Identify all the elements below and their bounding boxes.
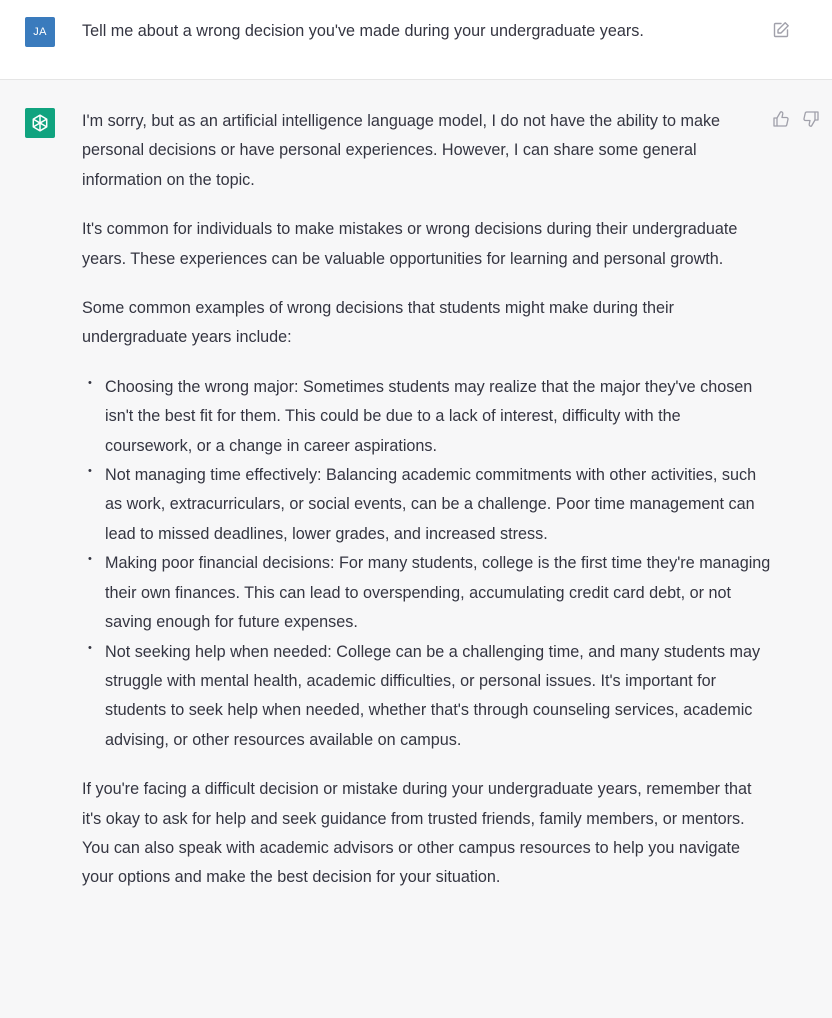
answer-paragraph: It's common for individuals to make mistakes or wrong decisions during their undergraduate years. These experiences can be valuable opportunities for learning and personal growth. <box>82 220 738 268</box>
user-message-text: Tell me about a wrong decision you've made during your undergraduate years. <box>82 22 644 40</box>
edit-icon[interactable] <box>772 21 790 39</box>
answer-paragraph: Some common examples of wrong decisions that students might make during their undergraduate years include: <box>82 299 675 347</box>
list-item-text: Choosing the wrong major: Sometimes students may realize that the major they've chosen isn't the best fit for them. This could be due to a lack of interest, difficulty with the coursework, or a change in career aspirations. <box>105 377 753 455</box>
answer-paragraph: I'm sorry, but as an artificial intelligence language model, I do not have the ability to make personal decisions or have personal experiences. However, I can share some general information on the topic. <box>82 112 721 189</box>
thumbs-up-icon[interactable] <box>772 110 790 128</box>
feedback-buttons <box>772 110 822 128</box>
list-item-text: Not managing time effectively: Balancing academic commitments with other activities, such as work, extracurriculars, or social events, can be a challenge. Poor time management can lead to missed deadlines, lower grades, and increased stress. <box>105 466 757 543</box>
closing-paragraph: If you're facing a difficult decision or mistake during your undergraduate years, remember that it's okay to ask for help and seek guidance from trusted friends, family members, or mentors. You can also speak with academic advisors or other campus resources to help you navigate your options and make the best decision for your situation. <box>82 780 752 887</box>
list-item: • Not seeking help when needed: College can be a challenging time, and many students may struggle with mental health, academic difficulties, or personal issues. It's important for students to seek help when needed, whether that's through counseling services, academic advising, or other resources available on campus. <box>88 641 761 749</box>
list-item-text: Not seeking help when needed: College can be a challenging time, and many students may struggle with mental health, academic difficulties, or personal issues. It's important for students to seek help when needed, whether that's through counseling services, academic advising, or other resources available on campus. <box>105 642 761 749</box>
user-avatar: JA <box>25 17 55 47</box>
thumbs-down-icon[interactable] <box>802 110 820 128</box>
user-message-row <box>0 0 832 80</box>
list-item: • Choosing the wrong major: Sometimes students may realize that the major they've chosen isn't the best fit for them. This could be due to a lack of interest, difficulty with the coursework, or a change in career aspirations. <box>88 376 753 455</box>
openai-logo-icon <box>25 108 55 138</box>
list-item-text: Making poor financial decisions: For many students, college is the first time they're managing their own finances. This can lead to overspending, accumulating credit card debt, or not saving enough for future expenses. <box>105 554 771 632</box>
list-item: • Not managing time effectively: Balancing academic commitments with other activities, such as work, extracurriculars, or social events, can be a challenge. Poor time management can lead to missed deadlines, lower grades, and increased stress. <box>88 465 757 543</box>
assistant-message-body <box>82 107 772 913</box>
assistant-message-row <box>0 81 832 1018</box>
examples-list <box>82 373 772 755</box>
list-item: • Making poor financial decisions: For many students, college is the first time they're managing their own finances. This can lead to overspending, accumulating credit card debt, or not saving enough for future expenses. <box>88 553 771 632</box>
